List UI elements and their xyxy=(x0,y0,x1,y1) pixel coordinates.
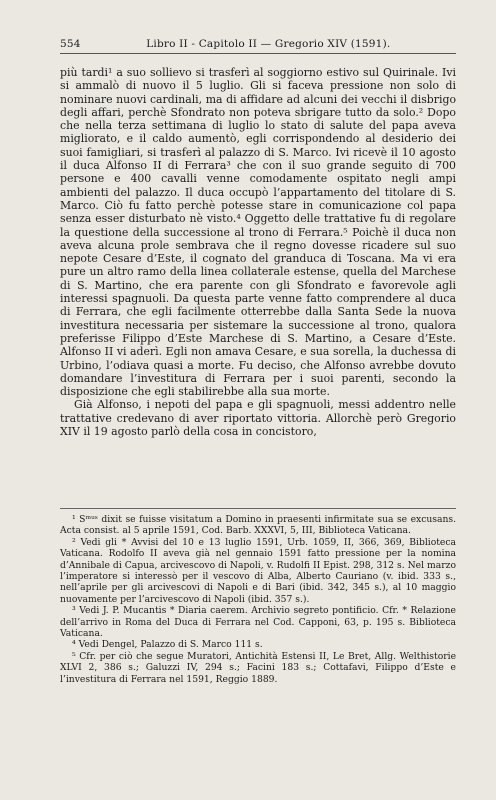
main-text xyxy=(60,66,456,438)
footnote: ³ Vedi J. P. Mucantis * Diaria caerem. Archivio segreto pontificio. Cfr. * Relazione dell’arrivo in Roma del Duca di Ferrara nel Cod. Capponi, 63, p. 195 s. Biblioteca Vaticana. xyxy=(60,605,456,640)
paragraph: più tardi¹ a suo sollievo si trasferì al soggiorno estivo sul Quirinale. Ivi si ammalò di nuovo il 5 luglio. Gli si faceva pressione non solo di nominare nuovi cardinali, ma di affidare ad alcuni dei vecchi il disbrigo degli affari, perchè Sfondrato non poteva sbrigare tutto da solo.² Dopo che nella terza settimana di luglio lo stato di salute del papa aveva migliorato, e il caldo aumentò, egli corrispondendo al desiderio dei suoi famigliari, si trasferì al palazzo di S. Marco. Ivi ricevè il 10 agosto il duca Alfonso II di Ferrara³ che con il suo grande seguito di 700 persone e 400 cavalli venne comodamente ospitato negli ampi ambienti del palazzo. Il duca occupò l’appartamento del titolare di S. Marco. Ciò fu fatto perchè potesse stare in comunicazione col papa senza esser disturbato nè visto.⁴ Oggetto delle trattative fu di regolare la questione della successione al trono di Ferrara.⁵ Poichè il duca non aveva alcuna prole sembrava che il regno dovesse ricadere sul suo nepote Cesare d’Este, il cognato del granduca di Toscana. Ma vi era pure un altro ramo della linea collaterale estense, quella del Marchese di S. Martino, che era parente con gli Sfondrato e favorevole agli interessi spagnuoli. Da questa parte venne fatto comprendere al duca di Ferrara, che egli facilmente otterrebbe dalla Santa Sede la nuova investitura necessaria per sistemare la successione al trono, qualora preferisse Filippo d’Este Marchese di S. Martino, a Cesare d’Este. Alfonso II vi aderì. Egli non amava Cesare, e sua sorella, la duchessa di Urbino, l’odiava quasi a morte. Fu deciso, che Alfonso avrebbe dovuto domandare l’investitura di Ferrara per i suoi parenti, secondo la disposizione che egli stabilirebbe alla sua morte. xyxy=(60,66,456,399)
paragraph: Già Alfonso, i nepoti del papa e gli spagnuoli, messi addentro nelle trattative credevano di aver riportato vittoria. Allorchè però Gregorio XIV il 19 agosto parlò della cosa in concistoro, xyxy=(60,398,456,439)
footnotes xyxy=(60,514,456,685)
page-number: 554 xyxy=(60,38,81,50)
footnote-divider xyxy=(60,508,456,509)
footnote: ¹ Sᵐᵘˢ dixit se fuisse visitatum a Domino in praesenti infirmitate sua se excusans. Acta consist. al 5 aprile 1591, Cod. Barb. XXXVI, 5, III, Biblioteca Vaticana. xyxy=(60,514,456,537)
running-header xyxy=(60,38,456,54)
footnote: ⁴ Vedi Dengel, Palazzo di S. Marco 111 s. xyxy=(72,639,263,651)
footnote: ⁵ Cfr. per ciò che segue Muratori, Antichità Estensi II, Le Bret, Allg. Welthistorie XLVI 2, 386 s.; Galuzzi IV, 294 s.; Facini 183 s.; Cottafavi, Filippo d’Este e l’investitura di Ferrara nel 1591, Reggio 1889. xyxy=(60,650,456,685)
running-title: Libro II - Capitolo II — Gregorio XIV (1591). xyxy=(146,38,391,50)
footnote: ² Vedi gli * Avvisi del 10 e 13 luglio 1591, Urb. 1059, II, 366, 369, Biblioteca Vaticana. Rodolfo II aveva già nel gennaio 1591 fatto pressione per la nomina d’Annibale di Capua, arcivescovo di Napoli, v. Rudolfi II Epist. 298, 312 s. Nel marzo l’imperatore si interessò per il vescovo di Alba, Alberto Cauriano (v. ibid. 333 s., nell’aprile per gli arcivescovi di Napoli e di Bari (ibid. 342, 345 s.), al 10 maggio nuovamente per l’arcivescovo di Napoli (ibid. 357 s.). xyxy=(60,536,456,605)
